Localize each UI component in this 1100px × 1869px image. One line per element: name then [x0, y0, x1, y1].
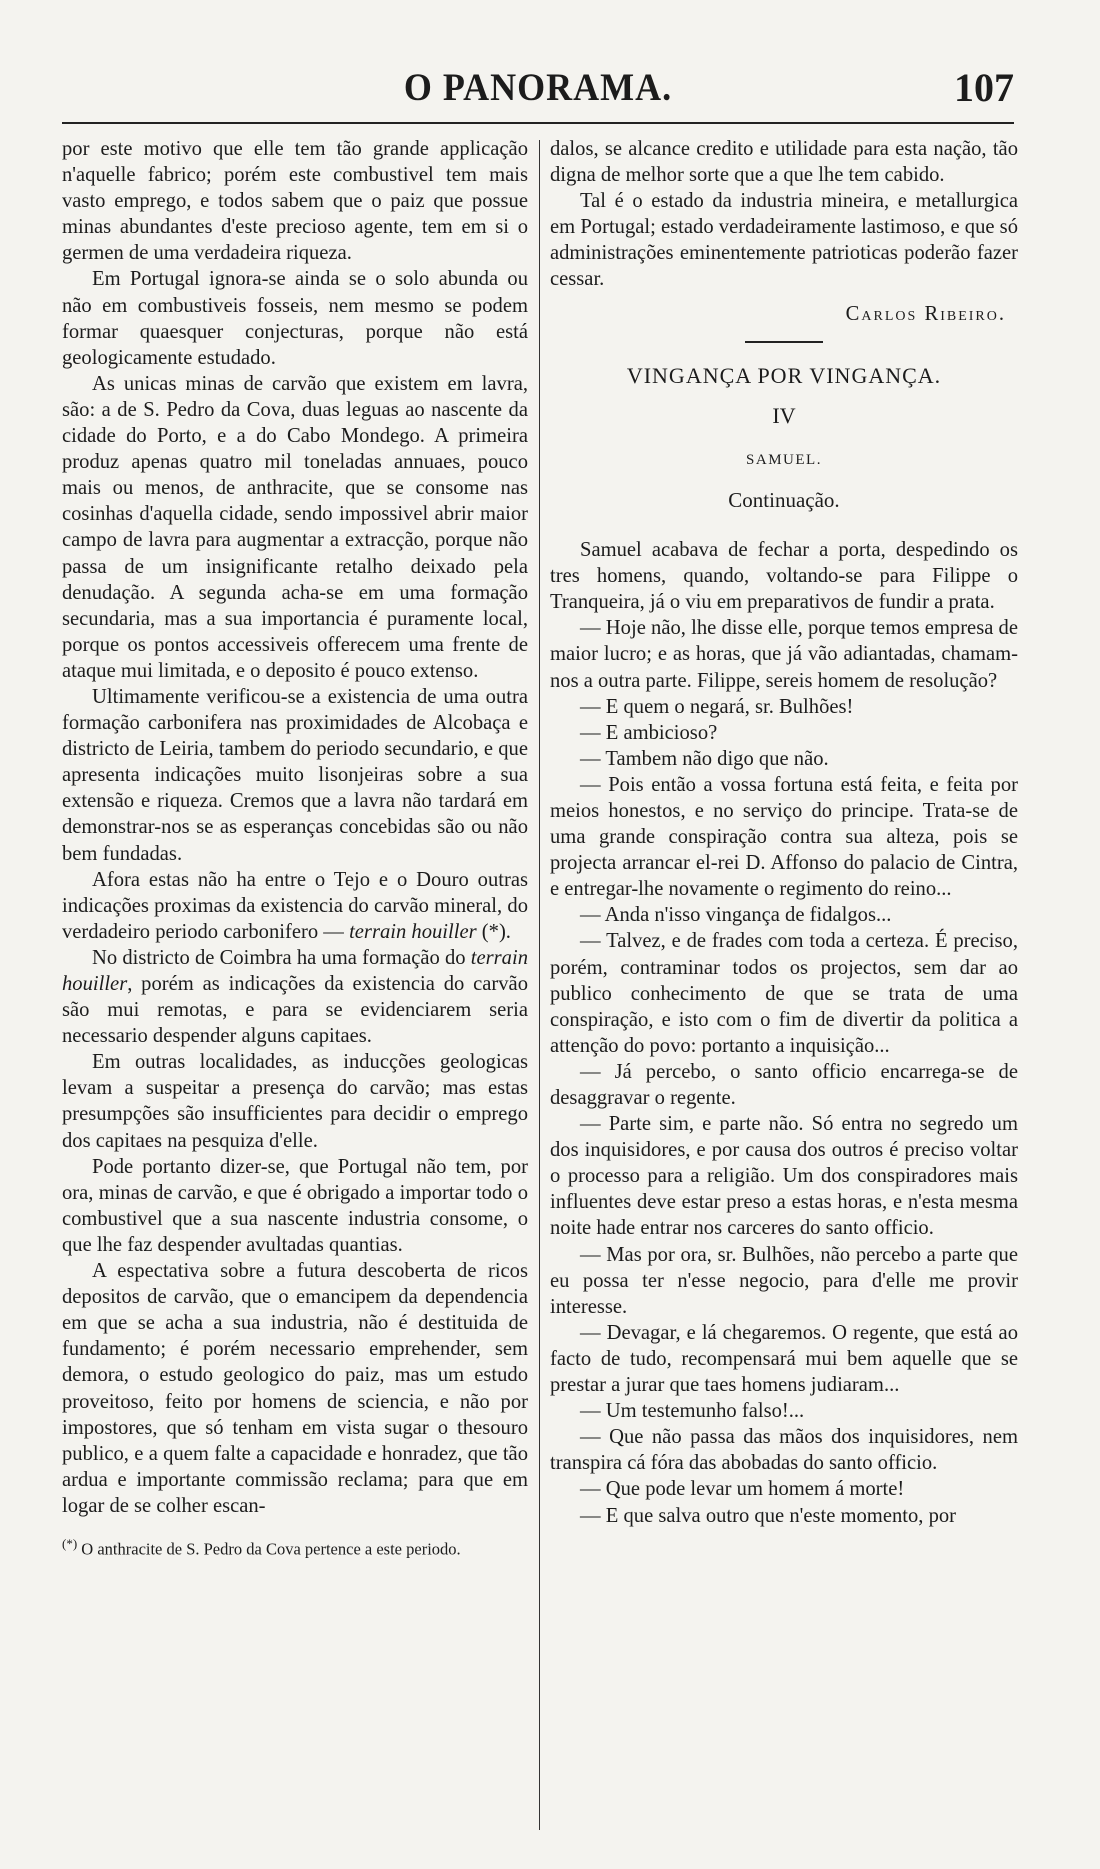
header-rule: [62, 122, 1014, 124]
paragraph: por este motivo que elle tem tão grande applicação n'aquelle fabrico; porém este combustivel tem mais vasto emprego, e todos sabem que o paiz que possue minas abundantes d'este precioso agente, tem em si o germen de uma verdadeira riqueza.: [62, 138, 528, 265]
dialogue-line: — Pois então a vossa fortuna está feita, e feita por meios honestos, e no serviço do principe. Trata-se de uma grande conspiração contra sua alteza, pois se projecta arrancar el-rei D. Affonso do palacio de Cintra, e entregar-lhe novamente o regimento do reino...: [550, 773, 1018, 901]
footnote-ref: (*).: [476, 920, 511, 943]
dialogue-line: — Já percebo, o santo officio encarrega-se de desaggravar o regente.: [550, 1060, 1018, 1109]
publication-title: O PANORAMA.: [403, 65, 673, 109]
paragraph: [62, 867, 528, 945]
dialogue-line: — Hoje não, lhe disse elle, porque temos empresa de maior lucro; e as horas, que já vão adiantadas, chamam-nos a outra parte. Filippe, sereis homem de resolução?: [550, 617, 1018, 692]
continuation-label: Continuação.: [728, 487, 840, 512]
footnote-mark: (*): [62, 1535, 78, 1551]
chapter-title: SAMUEL.: [746, 451, 822, 468]
dialogue-line: — Um testemunho falso!...: [580, 1400, 805, 1423]
dialogue-line: — Talvez, e de frades com toda a certeza. É preciso, porém, contraminar todos os projectos, sem dar ao publico conhecimento de que se trata de uma conspiração, e isto com o fim de divertir da politica a attenção do povo: portanto a inquisição...: [550, 930, 1018, 1057]
dialogue-line: — E que salva outro que n'este momento, por: [580, 1504, 957, 1527]
paragraph: Samuel acabava de fechar a porta, despedindo os tres homens, quando, voltando-se para Filippe o Tranqueira, já o viu em preparativos de fundir a prata.: [550, 539, 1018, 614]
right-column: [550, 136, 1018, 1529]
paragraph: Em outras localidades, as inducções geologicas levam a suspeitar a presença do carvão; mas estas presumpções são insufficientes para decidir o emprego dos capitaes na pesquiza d'elle.: [62, 1051, 528, 1152]
dialogue-line: — Parte sim, e parte não. Só entra no segredo um dos inquisidores, e por causa dos outros é preciso voltar o processo para a religião. Um dos conspiradores mais influentes deve estar preso a estas horas, e n'esta mesma noite hade entrar nos carceres do santo officio.: [550, 1113, 1018, 1240]
paragraph-text: , porém as indicações da existencia do carvão são mui remotas, e para se evidenciarem seria necessario despender alguns capitaes.: [62, 973, 528, 1048]
column-divider: [539, 140, 540, 1830]
dialogue-line: — Anda n'isso vingança de fidalgos...: [580, 904, 892, 927]
dialogue-line: — Devagar, e lá chegaremos. O regente, que está ao facto de tudo, recompensará mui bem aquelle que se prestar a jurar que taes homens judiaram...: [550, 1321, 1018, 1397]
chapter-number: IV: [772, 402, 796, 428]
dialogue-line: — E quem o negará, sr. Bulhões!: [580, 695, 854, 718]
paragraph-text: No districto de Coimbra ha uma formação do: [92, 946, 471, 969]
dialogue-line: — E ambicioso?: [580, 721, 718, 744]
page-number: 107: [954, 65, 1014, 110]
paragraph: Tal é o estado da industria mineira, e metallurgica em Portugal; estado verdadeiramente lastimoso, e que só administrações eminentemente patrioticas poderão fazer cessar.: [550, 190, 1018, 291]
left-column: [62, 136, 528, 1559]
author-signature: Carlos Ribeiro.: [845, 302, 1006, 325]
dialogue-line: — Mas por ora, sr. Bulhões, não percebo a parte que eu possa ter n'esse negocio, para d'elle me provir interesse.: [550, 1243, 1018, 1318]
paragraph: Ultimamente verificou-se a existencia de uma outra formação carbonifera nas proximidades de Alcobaça e districto de Leiria, tambem do periodo secundario, e que apresenta indicações muito lisonjeiras sobre a sua extensão e riqueza. Cremos que a lavra não tardará em demonstrar-nos se as esperanças concebidas são ou não bem fundadas.: [62, 685, 528, 865]
dialogue-line: — Que não passa das mãos dos inquisidores, nem transpira cá fóra das abobadas do santo officio.: [550, 1426, 1018, 1475]
dialogue-line: — Tambem não digo que não.: [580, 747, 829, 770]
footnote-text: O anthracite de S. Pedro da Cova pertence a este periodo.: [77, 1539, 461, 1559]
paragraph: Em Portugal ignora-se ainda se o solo abunda ou não em combustiveis fosseis, nem mesmo se podem formar quaesquer conjecturas, porque não está geologicamente estudado.: [62, 268, 528, 369]
section-rule: [745, 341, 823, 343]
page-header: [62, 58, 1014, 114]
paragraph-text: Afora estas não ha entre o Tejo e o Douro outras indicações proximas da existencia do carvão mineral, do verdadeiro periodo carbonifero —: [62, 868, 528, 943]
paragraph: A espectativa sobre a futura descoberta de ricos depositos de carvão, que o emancipem da dependencia em que se acha a sua industria, não é destituida de fundamento; é porém necessario emprehender, sem demora, o estudo geologico do paiz, mas um estudo proveitoso, feito por homens de sciencia, e não por impostores, que só tenham em vista sugar o thesouro publico, e a quem falte a capacidade e honradez, que tão ardua e importante commissão reclama; para que em logar de se colher escan-: [62, 1260, 528, 1517]
paragraph: As unicas minas de carvão que existem em lavra, são: a de S. Pedro da Cova, duas leguas ao nascente da cidade do Porto, e a do Cabo Mondego. A primeira produz apenas quatro mil toneladas annuaes, pouco mais ou menos, de anthracite, que se consome nas cosinhas d'aquella cidade, sendo impossivel abrir maior campo de lavra para augmentar a extracção, porque não passa de um insignificante retalho deixado pela denudação. A segunda acha-se em uma formação secundaria, mas a sua importancia é puramente local, porque os pontos accessiveis offerecem uma frente de ataque mui limitada, e o deposito é pouco extenso.: [62, 372, 528, 682]
story-title: VINGANÇA POR VINGANÇA.: [626, 362, 942, 388]
dialogue-line: — Que pode levar um homem á morte!: [580, 1478, 905, 1501]
paragraph: Pode portanto dizer-se, que Portugal não tem, por ora, minas de carvão, e que é obrigado a importar todo o combustivel que a sua nascente industria consome, o que lhe faz despender avultadas quantias.: [62, 1155, 528, 1256]
footnote: [62, 1533, 528, 1560]
paragraph: dalos, se alcance credito e utilidade para esta nação, tão digna de melhor sorte que a que lhe tem cabido.: [550, 138, 1018, 187]
italic-term: terrain houiller: [62, 946, 528, 995]
paragraph: [62, 945, 528, 1049]
italic-term: terrain houiller: [349, 920, 477, 943]
